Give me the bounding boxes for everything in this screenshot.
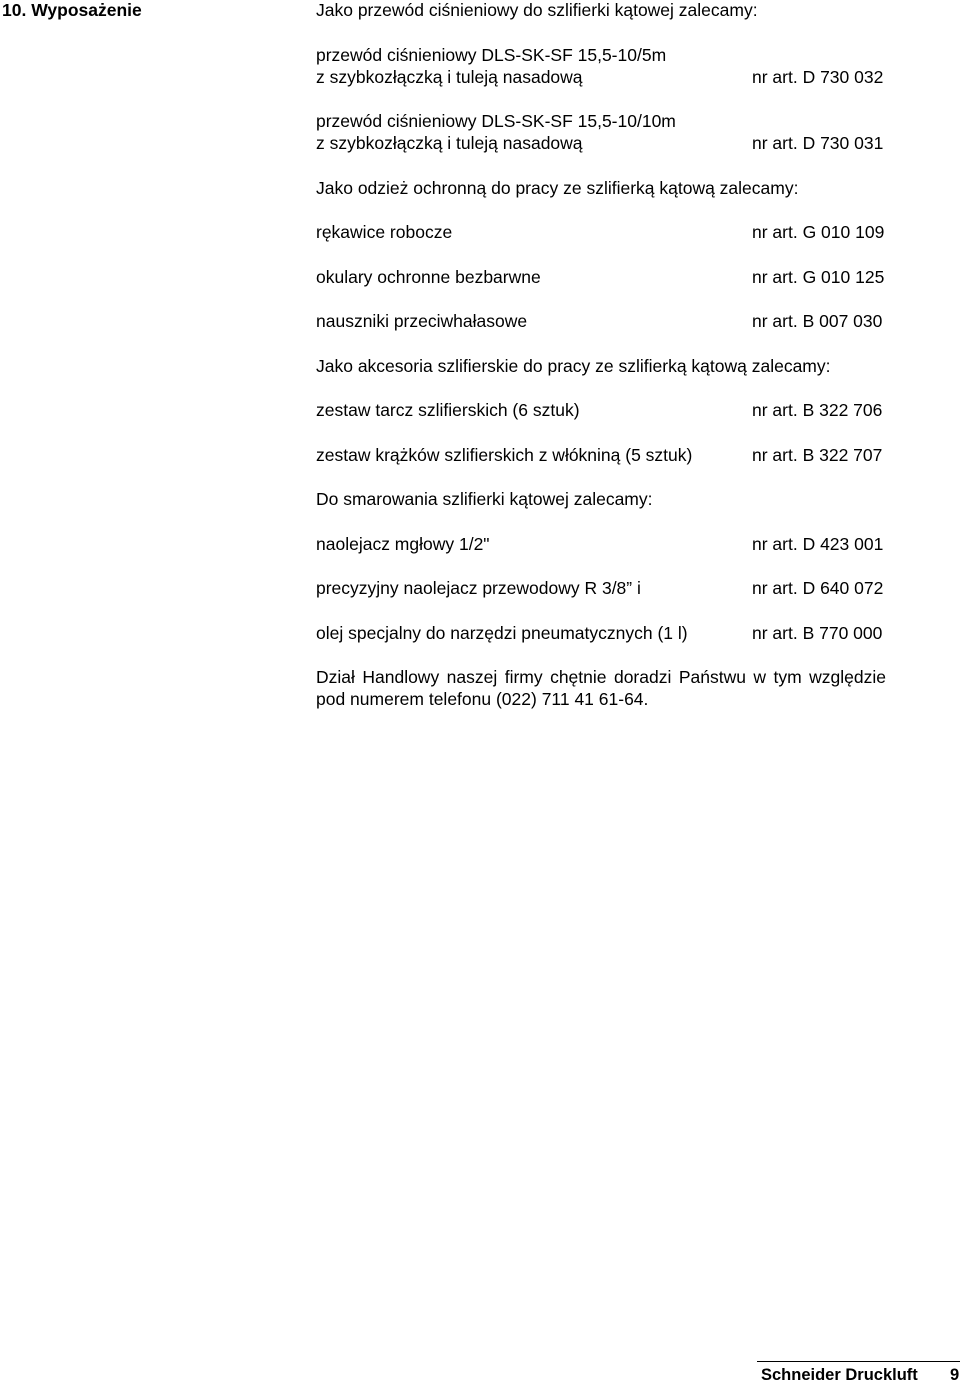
article-number: nr art. D 423 001	[752, 533, 884, 554]
article-number: nr art. B 322 706	[752, 400, 883, 420]
article-number: nr art. D 730 032	[752, 66, 884, 87]
item-line: precyzyjny naolejacz przewodowy R 3/8” i	[316, 578, 641, 598]
equipment-list	[316, 0, 906, 710]
item-line: zestaw krążków szlifierskich z włókniną (5 sztuk)	[316, 444, 693, 465]
article-number: nr art. B 007 030	[752, 311, 883, 331]
footer-company: Schneider Druckluft	[761, 1366, 918, 1384]
article-number: nr art. D 640 072	[752, 578, 884, 598]
item-line: przewód ciśnieniowy DLS-SK-SF 15,5-10/10m	[316, 111, 676, 131]
item-line: rękawice robocze	[316, 222, 453, 242]
item-row	[316, 310, 906, 332]
item-row	[316, 132, 906, 154]
item-line: naolejacz mgłowy 1/2"	[316, 533, 490, 554]
page-number: 9	[950, 1366, 960, 1384]
article-number: nr art. B 770 000	[752, 622, 883, 643]
item-line: z szybkozłączką i tuleją nasadową	[316, 66, 583, 87]
item-line: przewód ciśnieniowy DLS-SK-SF 15,5-10/5m	[316, 44, 667, 65]
group-intro: Jako akcesoria szlifierskie do pracy ze szlifierką kątową zalecamy:	[316, 355, 831, 376]
item-row	[316, 577, 906, 599]
item-row	[316, 444, 906, 466]
group-intro: Do smarowania szlifierki kątowej zalecamy:	[316, 489, 653, 509]
item-row	[316, 221, 906, 243]
group-intro: Jako odzież ochronną do pracy ze szlifierką kątową zalecamy:	[316, 177, 799, 198]
item-line: z szybkozłączką i tuleją nasadową	[316, 133, 583, 153]
item-row	[316, 266, 906, 288]
article-number: nr art. B 322 707	[752, 444, 883, 465]
article-number: nr art. D 730 031	[752, 133, 884, 153]
group-intro: Jako przewód ciśnieniowy do szlifierki kątowej zalecamy:	[316, 0, 758, 20]
item-line: zestaw tarcz szlifierskich (6 sztuk)	[316, 400, 580, 420]
closing-paragraph: Dział Handlowy naszej firmy chętnie doradzi Państwu w tym względzie pod numerem telefonu (022) 711 41 61-64.	[316, 667, 886, 709]
item-line: olej specjalny do narzędzi pneumatycznych (1 l)	[316, 622, 688, 643]
article-number: nr art. G 010 109	[752, 222, 885, 242]
item-row	[316, 66, 906, 88]
footer-divider	[757, 1361, 960, 1362]
item-line: okulary ochronne bezbarwne	[316, 266, 541, 287]
item-line: nauszniki przeciwhałasowe	[316, 311, 528, 331]
section-title: 10. Wyposażenie	[2, 0, 142, 20]
article-number: nr art. G 010 125	[752, 266, 885, 287]
item-row	[316, 399, 906, 421]
item-row	[316, 533, 906, 555]
item-row	[316, 622, 906, 644]
